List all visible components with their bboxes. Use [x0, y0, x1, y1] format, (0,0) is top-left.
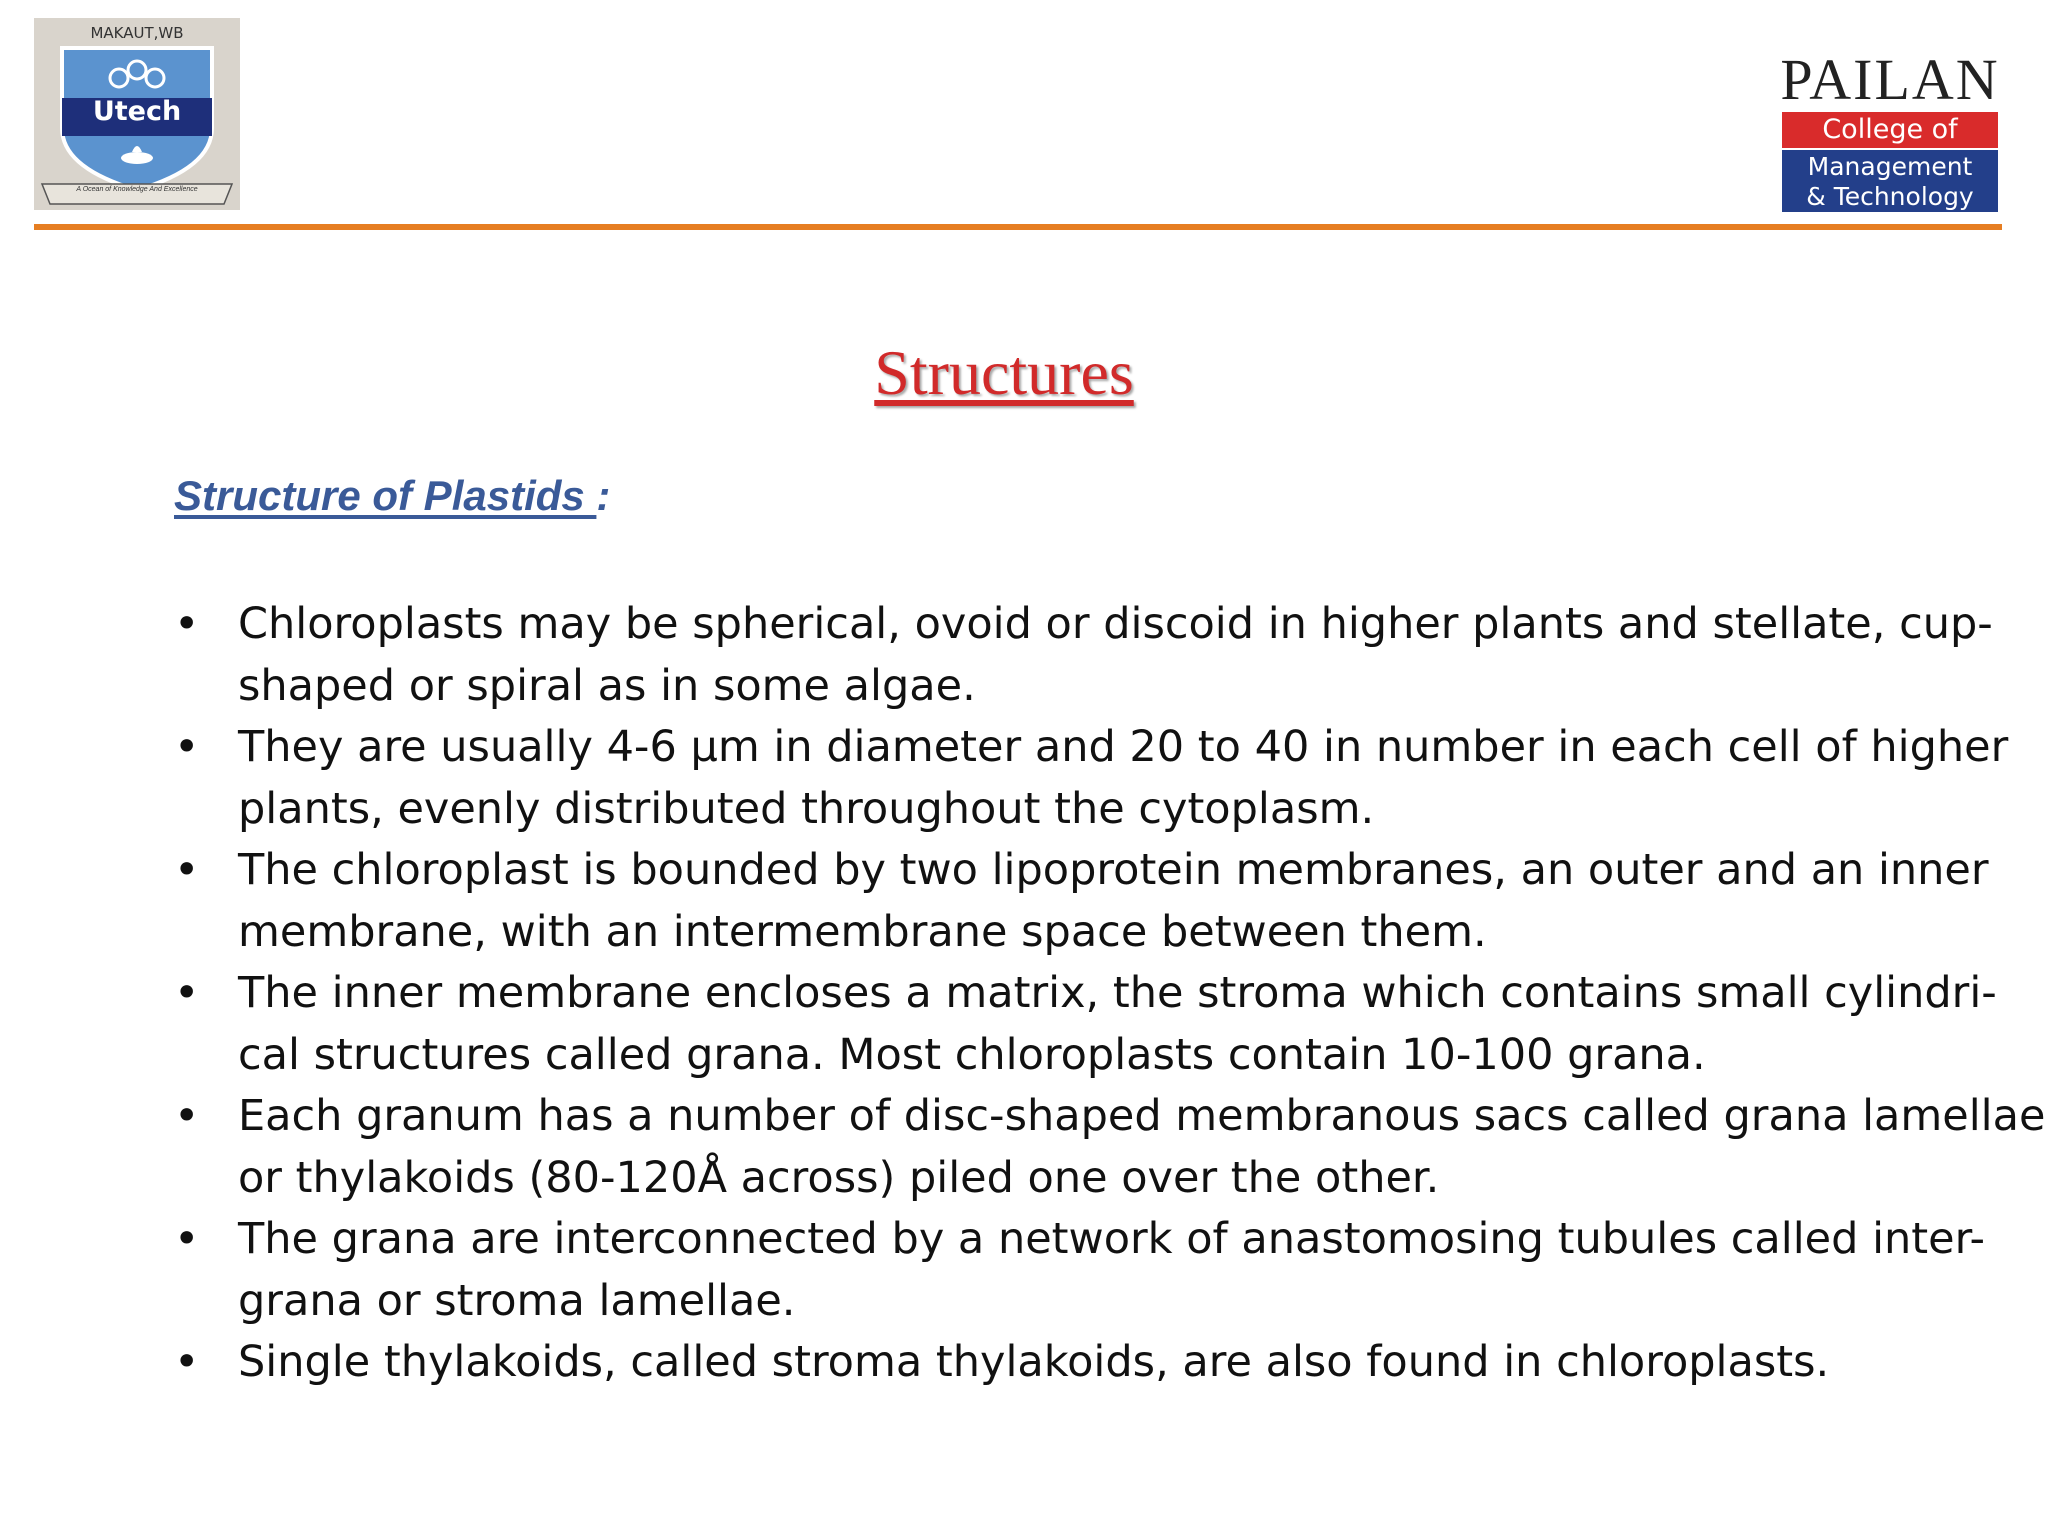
pailan-line2a: Management	[1807, 152, 1973, 181]
bullet-marker: •	[174, 1091, 200, 1141]
header-divider	[34, 224, 2002, 230]
bullet-line: or thylakoids (80-120Å across) piled one over the other.	[238, 1152, 1440, 1203]
list-item	[174, 963, 1997, 1086]
pailan-brand: PAILAN	[1780, 47, 2000, 112]
pailan-line2	[1782, 150, 1998, 212]
bullet-marker: •	[174, 1337, 200, 1387]
logo-top-text: MAKAUT,WB	[90, 24, 184, 42]
bullet-line: The chloroplast is bounded by two lipoprotein membranes, an outer and an inner	[238, 845, 1989, 895]
bullet-line: The inner membrane encloses a matrix, the stroma which contains small cylindri-	[238, 968, 1997, 1018]
bullet-marker: •	[174, 1214, 200, 1264]
bullet-line: cal structures called grana. Most chloroplasts contain 10-100 grana.	[238, 1029, 1706, 1080]
pailan-logo	[1778, 48, 2002, 218]
bullet-line: Each granum has a number of disc-shaped membranous sacs called grana lamellae	[238, 1091, 2046, 1141]
logo-name: Utech	[92, 96, 182, 127]
section-heading-text: Structure of Plastids	[174, 472, 597, 519]
bullet-line: Chloroplasts may be spherical, ovoid or discoid in higher plants and stellate, cup-	[238, 599, 1993, 649]
bullet-marker: •	[174, 968, 200, 1018]
section-heading-colon: :	[596, 472, 611, 519]
bullet-line: grana or stroma lamellae.	[238, 1275, 796, 1326]
list-item	[174, 1209, 1994, 1332]
bullet-line: membrane, with an intermembrane space between them.	[238, 906, 1487, 957]
pailan-line2b: & Technology	[1806, 182, 1974, 211]
list-item	[174, 1332, 1994, 1394]
list-item	[174, 840, 1994, 963]
section-heading	[174, 472, 610, 520]
bullet-marker: •	[174, 599, 200, 649]
bullet-line: shaped or spiral as in some algae.	[238, 660, 976, 711]
bullet-line: They are usually 4-6 μm in diameter and 20 to 40 in number in each cell of higher	[238, 722, 2009, 772]
bullet-list	[174, 594, 2046, 1394]
bullet-line: The grana are interconnected by a network of anastomosing tubules called inter-	[238, 1214, 1986, 1264]
bullet-marker: •	[174, 722, 200, 772]
utech-logo	[34, 18, 240, 210]
pailan-line1: College of	[1782, 112, 1998, 148]
bullet-line: Single thylakoids, called stroma thylakoids, are also found in chloroplasts.	[238, 1337, 1830, 1387]
bullet-marker: •	[174, 845, 200, 895]
list-item	[174, 1086, 2046, 1209]
list-item	[174, 594, 1994, 717]
logo-motto: A Ocean of Knowledge And Excellence	[76, 186, 198, 193]
list-item	[174, 717, 2009, 840]
slide-title: Structures	[874, 337, 1134, 408]
bullet-line: plants, evenly distributed throughout the cytoplasm.	[238, 783, 1375, 834]
